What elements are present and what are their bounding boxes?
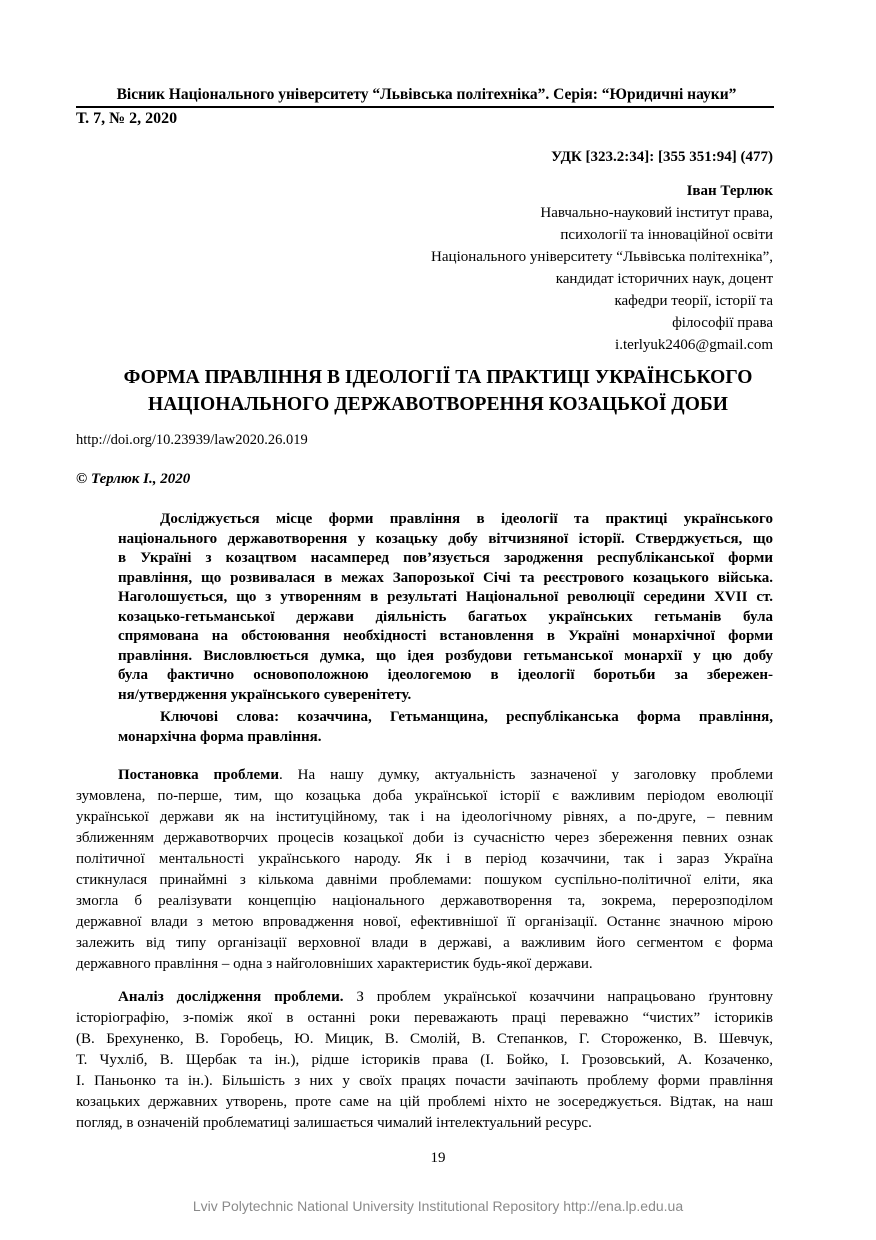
affiliation-line: психології та інноваційної освіти [560, 227, 773, 243]
repository-footer: Lviv Polytechnic National University Institutional Repository http://ena.lp.edu.ua [192, 1198, 684, 1214]
text-line: Досліджується місце форми правління в ідеології та практиці українського [160, 511, 773, 527]
text-line [76, 765, 773, 786]
text-line: зумовлена, по-перше, тим, що козацька доба української історії є важливим періодом еволюції [76, 788, 773, 804]
author-name: Іван Терлюк [686, 183, 773, 199]
text-line: ня/утвердження українського суверенітету. [118, 686, 412, 703]
author-detail: філософії права [672, 315, 773, 331]
text-run: . На нашу думку, актуальність зазначеної у заголовку проблеми [279, 767, 773, 783]
text-line: в Україні з козацтвом насамперед пов’язується зародження республіканської форми [118, 550, 773, 566]
text-line: змогла б реалізувати концепцію національного державотворення та, зокрема, перерозподілом [76, 893, 773, 909]
text-line: монархічна форма правління. [118, 728, 322, 745]
section-research-analysis [76, 987, 773, 1134]
abstract [118, 510, 773, 705]
text-line: погляд, в означеній проблематиці залишається чималий інтелектуальний ресурс. [76, 1115, 592, 1131]
text-line: Ключові слова: козаччина, Гетьманщина, республіканська форма правління, [160, 709, 773, 725]
text-line: козацьких державних утворень, проте саме на цій проблемі ніхто не зосереджується. Відтак, на наш [76, 1094, 773, 1110]
text-run: З проблем української козаччини напрацьовано ґрунтовну [343, 989, 773, 1005]
volume-issue: Т. 7, № 2, 2020 [76, 110, 178, 127]
text-line: була фактично основоположною ідеологемою в ідеології боротьби за збережен- [118, 667, 773, 683]
text-line: правління. Висловлюється думка, що ідея розбудови гетьманської монархії у цю добу [118, 647, 773, 664]
text-line: української держави як на інституційному, так і на ідеологічному рівнях, а по-друге, – певним [76, 809, 773, 825]
text-line [76, 987, 773, 1008]
section-problem-statement [76, 765, 773, 975]
text-line: історіографію, з-поміж якої в останні роки переважають праці переважно “чистих” істориків [76, 1010, 773, 1026]
author-block [431, 180, 773, 356]
text-line: козацько-гетьманської держави діяльність багатьох українських гетьманів була [118, 608, 773, 625]
article-title [40, 364, 836, 418]
text-line: політичної ментальності українського народу. Як і в період козаччини, так і зараз Україна [76, 851, 773, 867]
affiliation-line: Навчально-науковий інститут права, [540, 205, 773, 221]
author-email[interactable]: i.terlyuk2406@gmail.com [615, 337, 773, 353]
text-line: національного державотворення у козацьку добу вітчизняної історії. Стверджується, що [118, 530, 773, 547]
text-line: стикнулася принаймні з кількома давніми проблемами: пошуком суспільно-політичної еліти, яка [76, 872, 773, 888]
section-heading: Постановка проблеми [118, 767, 280, 783]
copyright: © Терлюк І., 2020 [76, 471, 191, 487]
udc-code: УДК [323.2:34]: [355 351:94] (477) [551, 149, 773, 165]
text-line: державної влади з метою впровадження нової, ефективнішої її організації. Останнє значною мірою [76, 914, 773, 930]
title-line: НАЦІОНАЛЬНОГО ДЕРЖАВОТВОРЕННЯ КОЗАЦЬКОЇ ДОБИ [148, 394, 728, 415]
doi-link[interactable]: http://doi.org/10.23939/law2020.26.019 [76, 432, 308, 448]
journal-title: Вісник Національного університету “Львівська політехніка”. Серія: “Юридичні науки” [116, 86, 737, 103]
text-line: Наголошується, що з утворенням в результаті Національної революції середини XVII ст. [118, 589, 773, 605]
author-detail: кандидат історичних наук, доцент [555, 271, 773, 287]
title-line: ФОРМА ПРАВЛІННЯ В ІДЕОЛОГІЇ ТА ПРАКТИЦІ УКРАЇНСЬКОГО [123, 367, 753, 388]
text-line: спрямована на обстоювання необхідності встановлення в Україні монархічної форми [118, 628, 773, 644]
page-number: 19 [430, 1150, 446, 1166]
text-line: зближенням державотворчих процесів козацької доби із сучасністю через збереження певних ознак [76, 830, 773, 846]
university-line: Національного університету “Львівська політехніка”, [431, 249, 773, 265]
text-line: залежить від типу організації верховної влади в державі, а важливим його сегментом є форма [76, 935, 773, 951]
text-line: Т. Чухліб, В. Щербак та ін.), рідше істориків права (І. Бойко, І. Грозовський, А. Козаченко, [76, 1052, 773, 1068]
text-line: державного правління – одна з найголовніших характеристик будь-якої держави. [76, 956, 593, 972]
text-line: І. Паньонко та ін.). Більшість з них у своїх працях почасти зачіпають проблему форми правління [76, 1073, 773, 1089]
section-heading: Аналіз дослідження проблеми. [118, 989, 344, 1005]
author-detail: кафедри теорії, історії та [614, 293, 773, 309]
header-rule [76, 106, 774, 108]
keywords [118, 708, 773, 747]
text-line: правління, що розвивалася в межах Запорозької Січі та реєстрового козацького війська. [118, 569, 773, 586]
text-line: (В. Брехуненко, В. Горобець, Ю. Мицик, В. Смолій, В. Степанков, Г. Стороженко, В. Шевчук, [76, 1031, 773, 1047]
